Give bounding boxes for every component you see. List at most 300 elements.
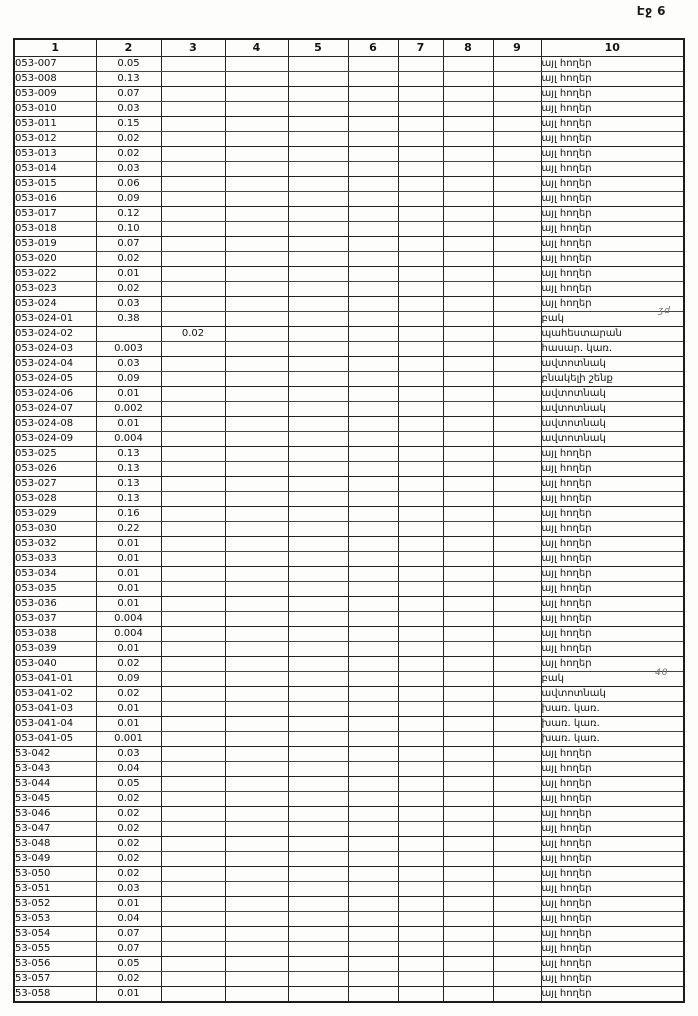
cell-col-7 xyxy=(398,822,443,837)
cell-col-6 xyxy=(348,912,398,927)
cell-col-4 xyxy=(225,687,288,702)
cell-col-4 xyxy=(225,672,288,687)
cell-col-3 xyxy=(161,627,225,642)
cell-col-9 xyxy=(493,432,541,447)
cell-col-2: 0.12 xyxy=(96,207,161,222)
cell-col-10: այլ հողեր xyxy=(541,597,684,612)
cell-col-1: 053-024-01 xyxy=(14,312,96,327)
cell-col-1: 053-022 xyxy=(14,267,96,282)
cell-col-1: 053-025 xyxy=(14,447,96,462)
cell-col-4 xyxy=(225,342,288,357)
cell-col-1: 53-051 xyxy=(14,882,96,897)
cell-col-1: 053-041-03 xyxy=(14,702,96,717)
cell-col-5 xyxy=(288,447,348,462)
cell-col-3 xyxy=(161,897,225,912)
cell-col-7 xyxy=(398,222,443,237)
cell-col-1: 053-041-02 xyxy=(14,687,96,702)
cell-col-4 xyxy=(225,657,288,672)
cell-col-1: 53-047 xyxy=(14,822,96,837)
cell-col-4 xyxy=(225,852,288,867)
cell-col-4 xyxy=(225,282,288,297)
cell-col-5 xyxy=(288,912,348,927)
cell-col-7 xyxy=(398,207,443,222)
table-row xyxy=(14,162,684,177)
cell-col-7 xyxy=(398,627,443,642)
cell-col-3 xyxy=(161,417,225,432)
cell-col-2: 0.02 xyxy=(96,282,161,297)
cell-col-2: 0.10 xyxy=(96,222,161,237)
cell-col-4 xyxy=(225,147,288,162)
cell-col-1: 053-024-06 xyxy=(14,387,96,402)
cell-col-7 xyxy=(398,177,443,192)
cell-col-8 xyxy=(443,102,493,117)
cell-col-3 xyxy=(161,762,225,777)
cell-col-5 xyxy=(288,237,348,252)
cell-col-4 xyxy=(225,882,288,897)
cell-col-9 xyxy=(493,942,541,957)
column-header-6: 6 xyxy=(348,39,398,57)
cell-col-9 xyxy=(493,687,541,702)
table-row xyxy=(14,717,684,732)
table-row xyxy=(14,147,684,162)
cell-col-10: ավտոտնակ xyxy=(541,417,684,432)
cell-col-8 xyxy=(443,462,493,477)
column-header-7: 7 xyxy=(398,39,443,57)
column-header-3: 3 xyxy=(161,39,225,57)
cell-col-10: այլ հողեր xyxy=(541,282,684,297)
column-header-4: 4 xyxy=(225,39,288,57)
cell-col-5 xyxy=(288,297,348,312)
table-row xyxy=(14,507,684,522)
cell-col-3 xyxy=(161,282,225,297)
cell-col-10: այլ հողեր xyxy=(541,957,684,972)
cell-col-2: 0.004 xyxy=(96,627,161,642)
cell-col-6 xyxy=(348,567,398,582)
cell-col-7 xyxy=(398,732,443,747)
cell-col-7 xyxy=(398,552,443,567)
cell-col-10: այլ հողեր xyxy=(541,267,684,282)
cell-col-1: 053-008 xyxy=(14,72,96,87)
cell-col-9 xyxy=(493,162,541,177)
cell-col-2: 0.09 xyxy=(96,672,161,687)
cell-col-1: 53-050 xyxy=(14,867,96,882)
table-row xyxy=(14,297,684,312)
cell-col-6 xyxy=(348,762,398,777)
cell-col-2: 0.13 xyxy=(96,462,161,477)
table-row xyxy=(14,747,684,762)
cell-col-3 xyxy=(161,912,225,927)
cell-col-1: 053-024-07 xyxy=(14,402,96,417)
cell-col-9 xyxy=(493,732,541,747)
cell-col-2: 0.06 xyxy=(96,177,161,192)
cell-col-3 xyxy=(161,747,225,762)
cell-col-9 xyxy=(493,237,541,252)
cell-col-3 xyxy=(161,837,225,852)
cell-col-2: 0.38 xyxy=(96,312,161,327)
cell-col-4 xyxy=(225,192,288,207)
cell-col-5 xyxy=(288,747,348,762)
cell-col-7 xyxy=(398,312,443,327)
cell-col-8 xyxy=(443,477,493,492)
cell-col-2: 0.01 xyxy=(96,702,161,717)
cell-col-3 xyxy=(161,447,225,462)
cell-col-7 xyxy=(398,147,443,162)
cell-col-3 xyxy=(161,537,225,552)
cell-col-6 xyxy=(348,72,398,87)
cell-col-1: 053-026 xyxy=(14,462,96,477)
column-header-10: 10 xyxy=(541,39,684,57)
cell-col-1: 53-054 xyxy=(14,927,96,942)
cell-col-4 xyxy=(225,402,288,417)
cell-col-10: այլ հողեր xyxy=(541,57,684,72)
cell-col-2: 0.004 xyxy=(96,432,161,447)
cell-col-8 xyxy=(443,147,493,162)
cell-col-6 xyxy=(348,222,398,237)
cell-col-2: 0.003 xyxy=(96,342,161,357)
cell-col-7 xyxy=(398,792,443,807)
cell-col-3 xyxy=(161,402,225,417)
cell-col-3 xyxy=(161,732,225,747)
cell-col-8 xyxy=(443,612,493,627)
cell-col-4 xyxy=(225,297,288,312)
cell-col-8 xyxy=(443,702,493,717)
table-row xyxy=(14,57,684,72)
cell-col-8 xyxy=(443,282,493,297)
cell-col-3 xyxy=(161,792,225,807)
cell-col-1: 053-018 xyxy=(14,222,96,237)
cell-col-6 xyxy=(348,147,398,162)
cell-col-5 xyxy=(288,87,348,102)
cell-col-6 xyxy=(348,507,398,522)
cell-col-10: այլ հողեր xyxy=(541,162,684,177)
cell-col-3 xyxy=(161,222,225,237)
cell-col-5 xyxy=(288,117,348,132)
cell-col-6 xyxy=(348,687,398,702)
cell-col-7 xyxy=(398,57,443,72)
cell-col-10: այլ հողեր xyxy=(541,612,684,627)
cell-col-5 xyxy=(288,672,348,687)
cell-col-6 xyxy=(348,492,398,507)
cell-col-5 xyxy=(288,492,348,507)
table-row xyxy=(14,432,684,447)
cell-col-8 xyxy=(443,132,493,147)
table-header-row xyxy=(14,39,684,57)
cell-col-10: այլ հողեր xyxy=(541,207,684,222)
cell-col-6 xyxy=(348,702,398,717)
cell-col-2: 0.01 xyxy=(96,552,161,567)
cell-col-2: 0.03 xyxy=(96,357,161,372)
cell-col-2: 0.01 xyxy=(96,897,161,912)
cell-col-9 xyxy=(493,987,541,1003)
cell-col-10: ավտոտնակ xyxy=(541,387,684,402)
cell-col-8 xyxy=(443,627,493,642)
cell-col-9 xyxy=(493,762,541,777)
cell-col-8 xyxy=(443,972,493,987)
cell-col-10: բակ xyxy=(541,312,684,327)
cell-col-2: 0.04 xyxy=(96,762,161,777)
cell-col-4 xyxy=(225,312,288,327)
table-row xyxy=(14,597,684,612)
cell-col-5 xyxy=(288,867,348,882)
cell-col-4 xyxy=(225,912,288,927)
table-row xyxy=(14,732,684,747)
cell-col-8 xyxy=(443,192,493,207)
cell-col-5 xyxy=(288,837,348,852)
cell-col-9 xyxy=(493,882,541,897)
cell-col-6 xyxy=(348,192,398,207)
cell-col-10: այլ հողեր xyxy=(541,972,684,987)
cell-col-6 xyxy=(348,957,398,972)
cell-col-7 xyxy=(398,882,443,897)
table-row xyxy=(14,342,684,357)
cell-col-1: 053-032 xyxy=(14,537,96,552)
cell-col-6 xyxy=(348,237,398,252)
cell-col-6 xyxy=(348,747,398,762)
cell-col-10: այլ հողեր xyxy=(541,552,684,567)
cell-col-9 xyxy=(493,117,541,132)
cell-col-2 xyxy=(96,327,161,342)
cell-col-7 xyxy=(398,387,443,402)
cell-col-3 xyxy=(161,72,225,87)
cell-col-9 xyxy=(493,87,541,102)
table-row xyxy=(14,882,684,897)
cell-col-2: 0.02 xyxy=(96,132,161,147)
cell-col-1: 53-048 xyxy=(14,837,96,852)
cell-col-6 xyxy=(348,447,398,462)
table-row xyxy=(14,927,684,942)
cell-col-8 xyxy=(443,162,493,177)
cell-col-7 xyxy=(398,237,443,252)
table-row xyxy=(14,762,684,777)
cell-col-10: այլ հողեր xyxy=(541,192,684,207)
table-row xyxy=(14,867,684,882)
cell-col-7 xyxy=(398,432,443,447)
cell-col-6 xyxy=(348,882,398,897)
cell-col-1: 053-034 xyxy=(14,567,96,582)
cell-col-6 xyxy=(348,627,398,642)
cell-col-5 xyxy=(288,942,348,957)
cell-col-8 xyxy=(443,297,493,312)
cell-col-9 xyxy=(493,222,541,237)
table-row xyxy=(14,222,684,237)
cell-col-3 xyxy=(161,267,225,282)
cell-col-7 xyxy=(398,987,443,1003)
cell-col-8 xyxy=(443,507,493,522)
cell-col-9 xyxy=(493,507,541,522)
cell-col-6 xyxy=(348,57,398,72)
cell-col-6 xyxy=(348,282,398,297)
cell-col-1: 53-057 xyxy=(14,972,96,987)
cell-col-7 xyxy=(398,717,443,732)
cell-col-5 xyxy=(288,147,348,162)
cell-col-5 xyxy=(288,177,348,192)
cell-col-5 xyxy=(288,927,348,942)
cell-col-9 xyxy=(493,672,541,687)
cell-col-6 xyxy=(348,717,398,732)
cell-col-8 xyxy=(443,387,493,402)
column-header-9: 9 xyxy=(493,39,541,57)
cell-col-1: 053-024-05 xyxy=(14,372,96,387)
cell-col-9 xyxy=(493,252,541,267)
cell-col-7 xyxy=(398,267,443,282)
cell-col-7 xyxy=(398,132,443,147)
cell-col-4 xyxy=(225,507,288,522)
cell-col-4 xyxy=(225,972,288,987)
table-row xyxy=(14,402,684,417)
cell-col-4 xyxy=(225,432,288,447)
cell-col-2: 0.02 xyxy=(96,867,161,882)
cell-col-6 xyxy=(348,552,398,567)
cell-col-8 xyxy=(443,822,493,837)
cell-col-4 xyxy=(225,72,288,87)
cell-col-3 xyxy=(161,132,225,147)
cell-col-6 xyxy=(348,432,398,447)
cell-col-2: 0.01 xyxy=(96,537,161,552)
cell-col-1: 053-041-01 xyxy=(14,672,96,687)
table-row xyxy=(14,282,684,297)
cell-col-6 xyxy=(348,942,398,957)
cell-col-9 xyxy=(493,552,541,567)
cell-col-8 xyxy=(443,897,493,912)
cell-col-5 xyxy=(288,987,348,1003)
cell-col-4 xyxy=(225,927,288,942)
cell-col-4 xyxy=(225,177,288,192)
table-row xyxy=(14,897,684,912)
cell-col-1: 53-052 xyxy=(14,897,96,912)
table-row xyxy=(14,477,684,492)
cell-col-4 xyxy=(225,447,288,462)
cell-col-1: 053-009 xyxy=(14,87,96,102)
cell-col-6 xyxy=(348,372,398,387)
cell-col-2: 0.001 xyxy=(96,732,161,747)
cell-col-6 xyxy=(348,987,398,1003)
cell-col-2: 0.09 xyxy=(96,372,161,387)
table-row xyxy=(14,72,684,87)
cell-col-5 xyxy=(288,252,348,267)
table-row xyxy=(14,672,684,687)
cell-col-9 xyxy=(493,912,541,927)
cell-col-2: 0.05 xyxy=(96,57,161,72)
cell-col-3 xyxy=(161,957,225,972)
cell-col-4 xyxy=(225,897,288,912)
cell-col-6 xyxy=(348,672,398,687)
cell-col-2: 0.01 xyxy=(96,267,161,282)
cell-col-6 xyxy=(348,402,398,417)
cell-col-1: 053-041-04 xyxy=(14,717,96,732)
cell-col-9 xyxy=(493,132,541,147)
cell-col-9 xyxy=(493,582,541,597)
cell-col-7 xyxy=(398,777,443,792)
cell-col-6 xyxy=(348,582,398,597)
cell-col-6 xyxy=(348,522,398,537)
cell-col-8 xyxy=(443,852,493,867)
table-row xyxy=(14,537,684,552)
cell-col-2: 0.01 xyxy=(96,717,161,732)
cell-col-10: այլ հողեր xyxy=(541,522,684,537)
cell-col-3: 0.02 xyxy=(161,327,225,342)
cell-col-9 xyxy=(493,192,541,207)
table-row xyxy=(14,117,684,132)
cell-col-2: 0.03 xyxy=(96,882,161,897)
cell-col-9 xyxy=(493,717,541,732)
cell-col-10: այլ հողեր xyxy=(541,222,684,237)
cell-col-8 xyxy=(443,567,493,582)
cell-col-5 xyxy=(288,477,348,492)
cell-col-3 xyxy=(161,237,225,252)
cell-col-5 xyxy=(288,687,348,702)
cell-col-4 xyxy=(225,747,288,762)
cell-col-4 xyxy=(225,807,288,822)
cell-col-1: 053-024-08 xyxy=(14,417,96,432)
cell-col-8 xyxy=(443,177,493,192)
cell-col-4 xyxy=(225,702,288,717)
cell-col-7 xyxy=(398,537,443,552)
cell-col-9 xyxy=(493,417,541,432)
cell-col-6 xyxy=(348,327,398,342)
cell-col-7 xyxy=(398,252,443,267)
cell-col-4 xyxy=(225,777,288,792)
table-row xyxy=(14,132,684,147)
cell-col-3 xyxy=(161,462,225,477)
cell-col-3 xyxy=(161,387,225,402)
cell-col-8 xyxy=(443,72,493,87)
cell-col-9 xyxy=(493,837,541,852)
cell-col-9 xyxy=(493,282,541,297)
cell-col-8 xyxy=(443,777,493,792)
cell-col-2: 0.02 xyxy=(96,657,161,672)
cell-col-3 xyxy=(161,612,225,627)
cell-col-1: 053-024-09 xyxy=(14,432,96,447)
cell-col-5 xyxy=(288,417,348,432)
cell-col-3 xyxy=(161,117,225,132)
table-row xyxy=(14,837,684,852)
cell-col-9 xyxy=(493,372,541,387)
cell-col-1: 053-028 xyxy=(14,492,96,507)
cell-col-1: 053-007 xyxy=(14,57,96,72)
cell-col-4 xyxy=(225,162,288,177)
cell-col-3 xyxy=(161,432,225,447)
cell-col-1: 053-039 xyxy=(14,642,96,657)
cell-col-3 xyxy=(161,672,225,687)
cell-col-7 xyxy=(398,972,443,987)
cell-col-8 xyxy=(443,372,493,387)
cell-col-9 xyxy=(493,807,541,822)
cell-col-2: 0.05 xyxy=(96,777,161,792)
cell-col-5 xyxy=(288,192,348,207)
cell-col-7 xyxy=(398,927,443,942)
cell-col-4 xyxy=(225,942,288,957)
cell-col-10: այլ հողեր xyxy=(541,897,684,912)
table-row xyxy=(14,267,684,282)
cell-col-8 xyxy=(443,642,493,657)
cell-col-5 xyxy=(288,627,348,642)
table-row xyxy=(14,822,684,837)
cell-col-6 xyxy=(348,597,398,612)
table-row xyxy=(14,462,684,477)
cell-col-5 xyxy=(288,432,348,447)
cell-col-9 xyxy=(493,267,541,282)
table-row xyxy=(14,492,684,507)
cell-col-8 xyxy=(443,657,493,672)
cell-col-7 xyxy=(398,507,443,522)
cell-col-10: այլ հողեր xyxy=(541,792,684,807)
cell-col-3 xyxy=(161,867,225,882)
cell-col-1: 053-035 xyxy=(14,582,96,597)
cell-col-10: այլ հողեր xyxy=(541,762,684,777)
cell-col-5 xyxy=(288,732,348,747)
cell-col-3 xyxy=(161,342,225,357)
cell-col-5 xyxy=(288,357,348,372)
